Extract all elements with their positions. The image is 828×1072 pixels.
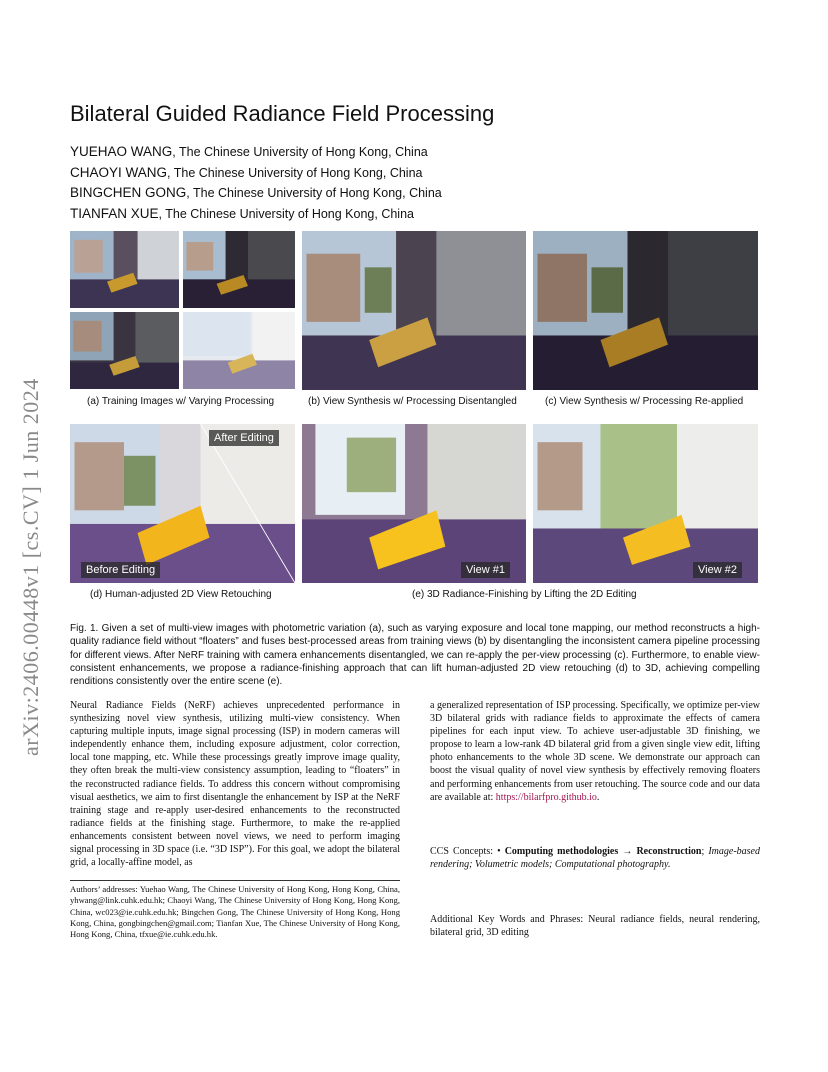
author-line	[70, 204, 442, 225]
author-line	[70, 183, 442, 204]
figure-caption: Fig. 1. Given a set of multi-view images with photometric variation (a), such as varying exposure and local tone mapping, our method reconstructs a high-quality radiance field without “floaters” and fuses best-processed areas from training views (b) by disentangling the inconsistent camera pipeline processing for different views. After NeRF training with camera enhancements disentangled, we can re-apply the per-view processing (c). Furthermore, to enable view-consistent enhancements, we propose a radiance-finishing approach that can lift human-adjusted 2D view retouching (d) to 3D, achieving compelling renditions consistently over the entire scene (e).	[70, 623, 760, 688]
ccs-primary-concept: Computing methodologies → Reconstruction	[504, 846, 702, 857]
subcaption-e: (e) 3D Radiance-Finishing by Lifting the 2D Editing	[412, 589, 637, 600]
author-name: TIANFAN XUE	[70, 205, 159, 221]
training-image-2	[183, 231, 295, 308]
author-line	[70, 163, 442, 184]
arxiv-identifier: arXiv:2406.00448v1 [cs.CV] 1 Jun 2024	[18, 378, 43, 756]
radiance-finishing-view1-image	[302, 424, 526, 583]
author-name: CHAOYI WANG	[70, 164, 168, 180]
authors-addresses-footnote: Authors’ addresses: Yuehao Wang, The Chinese University of Hong Kong, Hong Kong, China, yhwang@link.cuhk.edu.hk; Chaoyi Wang, The Chinese University of Hong Kong, Hong Kong, China, wc023@ie.cuhk.edu.hk; Bingchen Gong, The Chinese University of Hong Kong, Hong Kong, China, gongbingchen@gmail.com; Tianfan Xue, The Chinese University of Hong Kong, Hong Kong, China, tfxue@ie.cuhk.edu.hk.	[70, 884, 400, 940]
subcaption-a: (a) Training Images w/ Varying Processing	[87, 396, 275, 407]
subcaption-b: (b) View Synthesis w/ Processing Disentangled	[308, 396, 517, 407]
training-image-3	[70, 312, 179, 389]
keywords	[430, 913, 760, 939]
training-image-1	[70, 231, 179, 308]
abstract-paragraph-continued	[430, 699, 760, 804]
view-1-label: View #1	[461, 562, 510, 578]
author-line	[70, 142, 442, 163]
retouching-image	[70, 424, 295, 583]
author-name: YUEHAO WANG	[70, 144, 173, 159]
training-image-4	[183, 312, 295, 389]
view-synthesis-disentangled-image	[302, 231, 526, 390]
ccs-secondary-concepts: Image-based rendering; Volumetric models; Computational photography.	[430, 846, 760, 871]
abstract-text: a generalized representation of ISP processing. Specifically, we optimize per-view 3D bilateral grids with radiance fields to approximate the effects of camera pipelines for each input view. To achieve user-adjustable 3D finishing, we propose to learn a low-rank 4D bilateral grid from a given single view edit, lifting photo enhancements to the whole 3D scene. We demonstrate our approach can boost the visual quality of novel view synthesis by effectively removing floaters and performing enhancements from user retouching. The source code and our data are available at:	[430, 700, 760, 803]
author-affiliation: , The Chinese University of Hong Kong, China	[158, 206, 414, 221]
paper-title: Bilateral Guided Radiance Field Processing	[70, 101, 495, 126]
abstract-paragraph: Neural Radiance Fields (NeRF) achieves unprecedented performance in synthesizing novel view synthesis, utilizing multi-view consistency. When capturing multiple inputs, image signal processing (ISP) in modern cameras will independently enhance them, including exposure adjustment, color correction, local tone mapping, etc. While these processings greatly improve image quality, they often break the multi-view consistency assumption, leading to “floaters” in the reconstructed radiance fields. To address this concern without compromising visual aesthetics, we aim to first disentangle the enhancement by ISP at the NeRF training stage and re-apply user-desired enhancements to the reconstructed radiance fields at the finishing stage. Furthermore, to make the re-applied enhancements consistent between novel views, we need to perform imaging signal processing in 3D space (i.e. “3D ISP”). For this goal, we adopt the bilateral grid, a locally-affine model, as	[70, 700, 400, 869]
author-affiliation: , The Chinese University of Hong Kong, China	[172, 145, 428, 159]
view-synthesis-reapplied-image	[533, 231, 758, 390]
author-list	[70, 142, 442, 224]
after-editing-label: After Editing	[209, 430, 279, 446]
radiance-finishing-view2-image	[533, 424, 758, 583]
ccs-prefix: CCS Concepts: •	[430, 846, 505, 857]
abstract-end: .	[596, 791, 600, 803]
ccs-separator: ;	[701, 846, 709, 857]
keywords-text: Additional Key Words and Phrases: Neural radiance fields, neural rendering, bilateral grid, 3D editing	[430, 914, 760, 939]
subcaption-c: (c) View Synthesis w/ Processing Re-applied	[545, 396, 744, 407]
author-affiliation: , The Chinese University of Hong Kong, China	[167, 165, 423, 180]
footnote-rule	[70, 880, 400, 881]
subcaption-d: (d) Human-adjusted 2D View Retouching	[90, 589, 272, 600]
before-editing-label: Before Editing	[81, 562, 160, 578]
author-name: BINGCHEN GONG	[70, 185, 187, 200]
ccs-line	[430, 845, 760, 871]
abstract-right-column	[430, 699, 760, 804]
abstract-left-column	[70, 699, 400, 869]
project-link[interactable]: https://bilarfpro.github.io	[495, 791, 597, 803]
ccs-concepts	[430, 845, 760, 871]
author-affiliation: , The Chinese University of Hong Kong, China	[186, 186, 442, 200]
view-2-label: View #2	[693, 562, 742, 578]
